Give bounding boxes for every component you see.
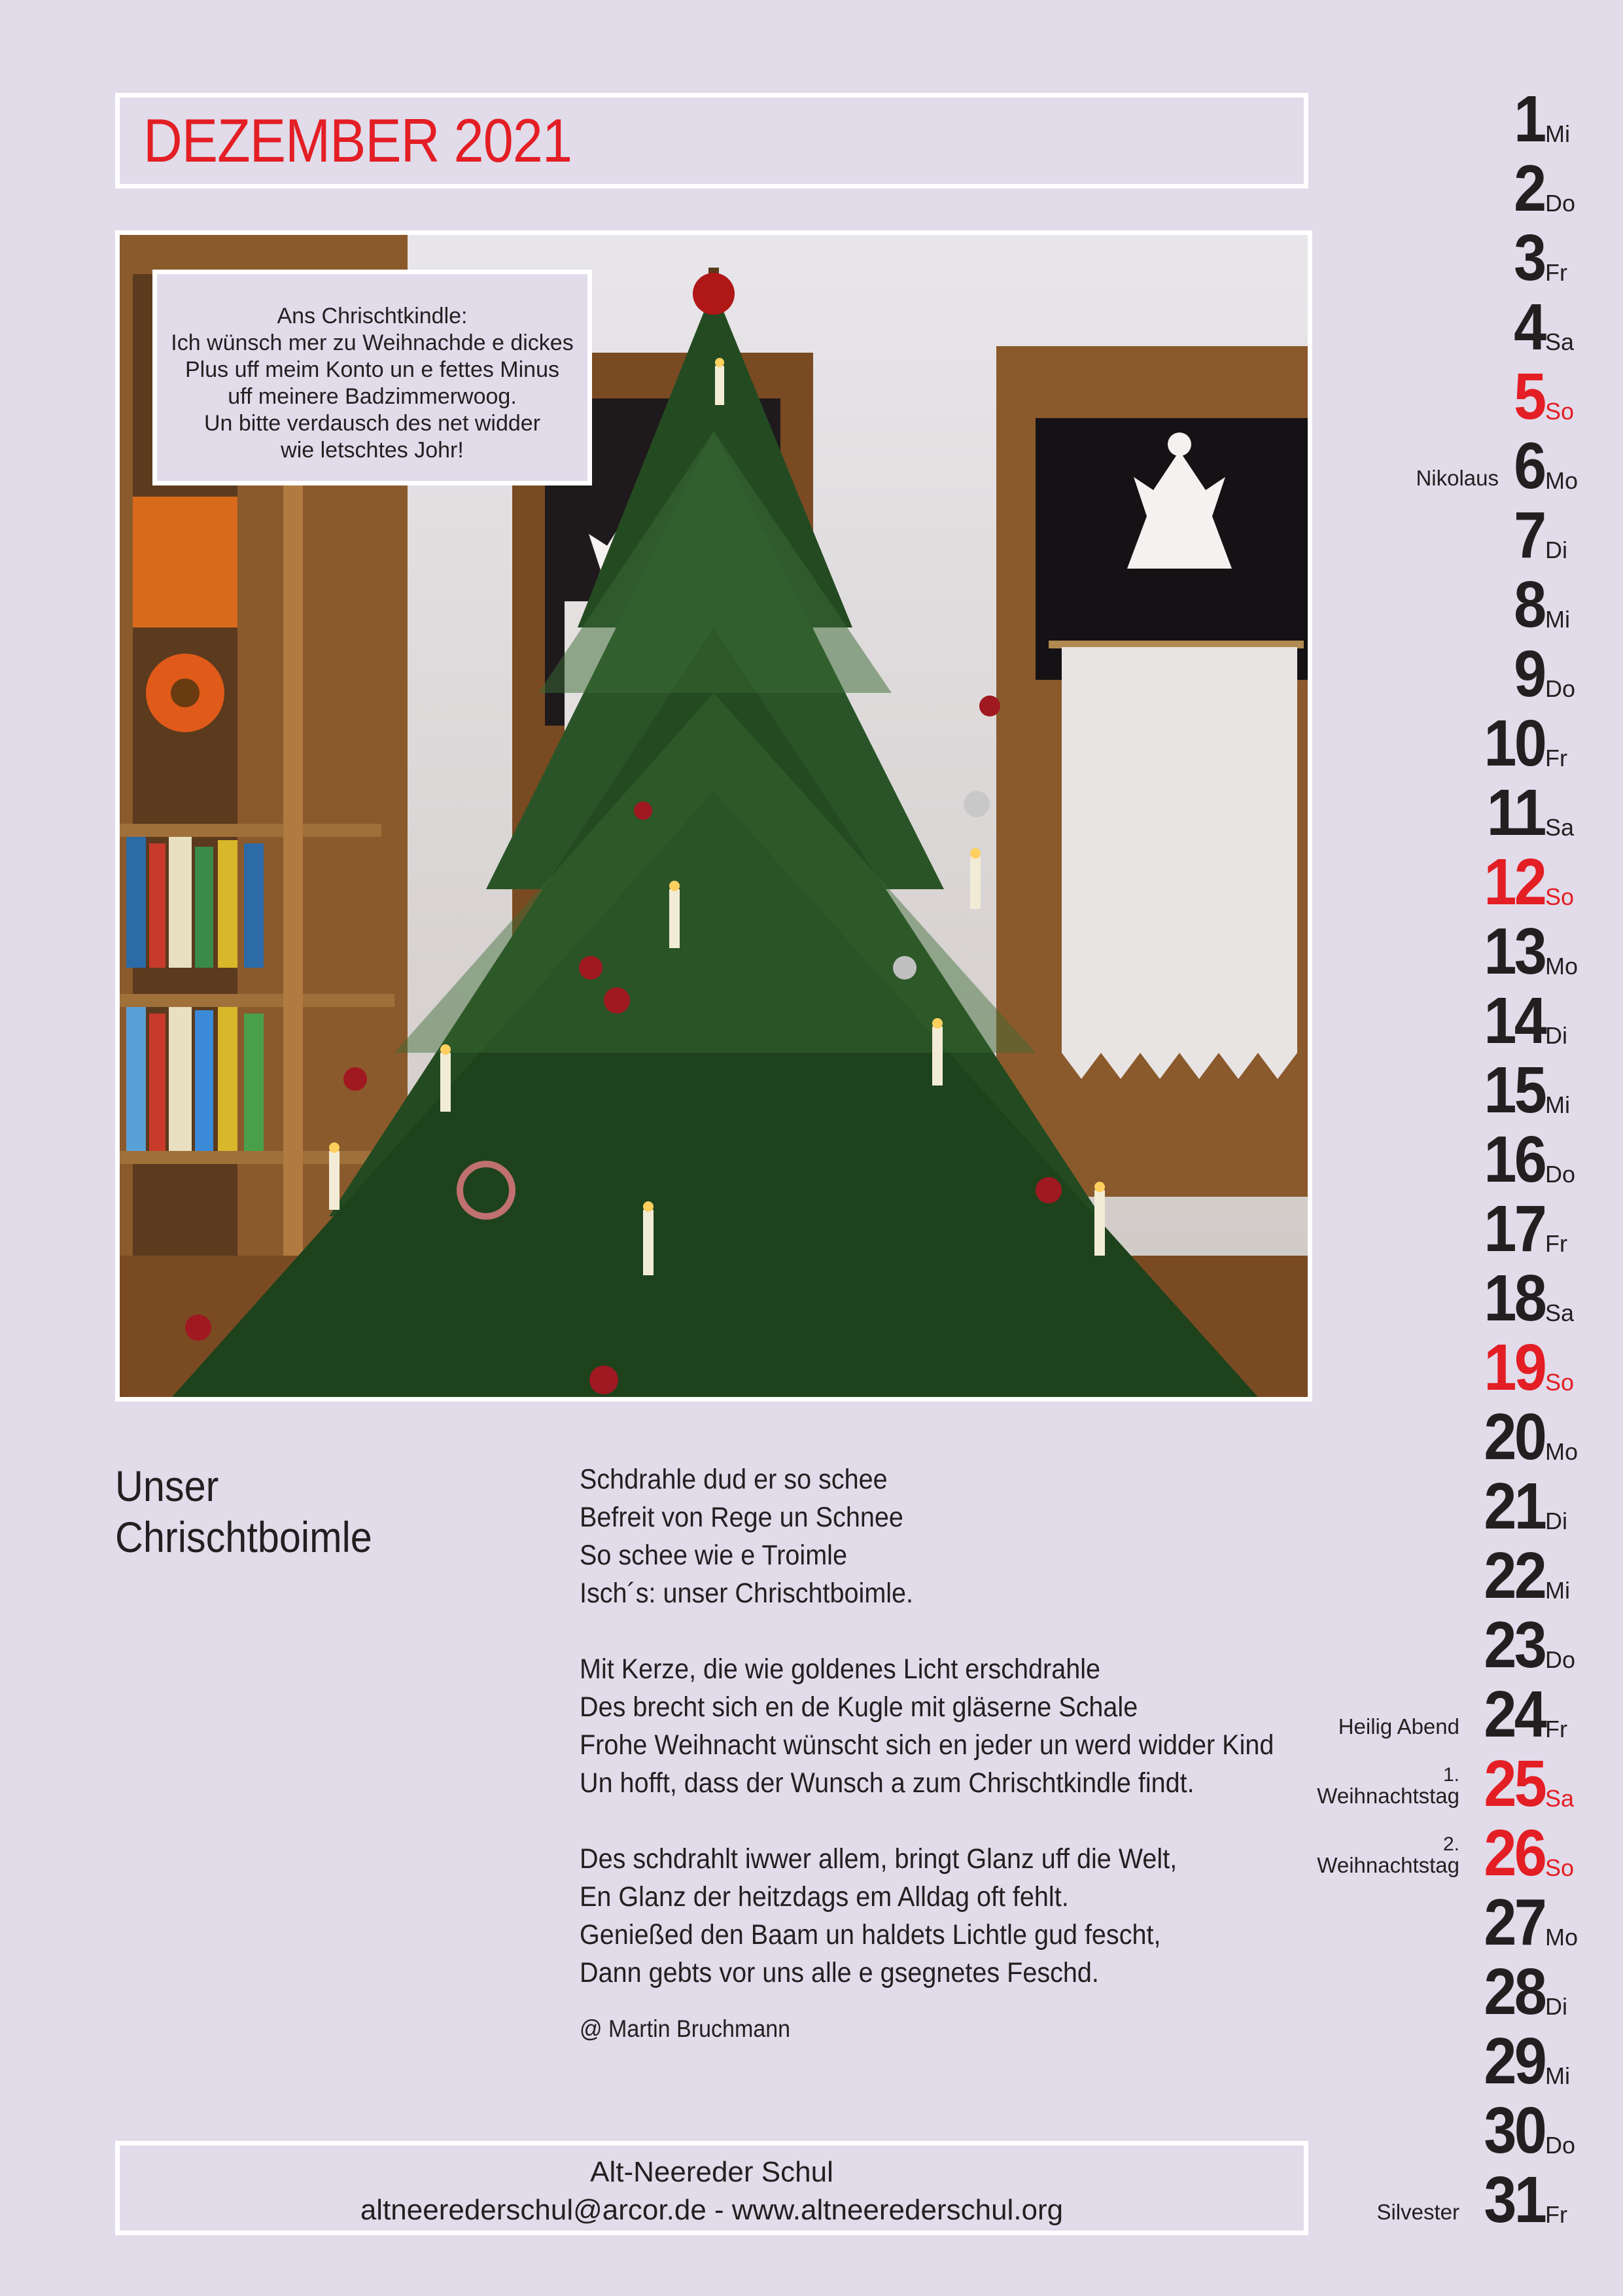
calendar-day [1315, 2163, 1623, 2236]
weekday-label: Fr [1545, 1716, 1567, 1742]
weekday-label: Fr [1545, 259, 1567, 286]
day-number: 4 [1514, 291, 1544, 364]
quote-line: Ans Chrischtkindle: [277, 304, 468, 328]
quote-line: Plus uff meim Konto un e fettes Minus [185, 357, 559, 382]
day-number: 30 [1484, 2094, 1544, 2167]
calendar-day [1315, 1888, 1623, 1958]
weekday-label: Mo [1545, 1924, 1579, 1951]
holiday-ordinal: 2. [1442, 1833, 1459, 1855]
day-number: 26 [1484, 1816, 1544, 1890]
calendar-day [1315, 2024, 1623, 2098]
weekday-label: So [1545, 398, 1575, 425]
day-number: 10 [1484, 707, 1544, 780]
day-number: 12 [1484, 845, 1544, 919]
day-number: 25 [1484, 1747, 1544, 1820]
poem-line: Frohe Weihnacht wünscht sich en jeder un werd widder Kind [580, 1729, 1274, 1761]
calendar-day [1315, 1608, 1623, 1682]
calendar-day [1315, 1539, 1623, 1612]
calendar-day [1315, 1400, 1623, 1474]
calendar-day [1315, 154, 1623, 224]
calendar-day [1315, 917, 1623, 987]
weekday-label: Sa [1545, 328, 1575, 355]
day-number: 15 [1484, 1053, 1544, 1127]
holiday-name: Heilig Abend [1338, 1714, 1459, 1739]
stanza-gap [580, 1612, 1325, 1650]
holiday-label [1317, 1765, 1459, 1807]
calendar-day [1315, 984, 1623, 1057]
holiday-name: Weihnachtstag [1317, 1853, 1459, 1877]
poem-line: Dann gebts vor uns alle e gsegnetes Feschd. [580, 1957, 1099, 1988]
day-number: 2 [1514, 152, 1544, 225]
day-number: 18 [1484, 1262, 1544, 1335]
calendar-day [1315, 1264, 1623, 1333]
weekday-label: So [1545, 1854, 1575, 1881]
day-number: 3 [1514, 221, 1544, 294]
poem-body [580, 1460, 1325, 2048]
weekday-label: Di [1545, 1993, 1567, 2020]
holiday-name: Silvester [1376, 2200, 1459, 2224]
calendar-day [1315, 293, 1623, 362]
weekday-label: Do [1545, 675, 1576, 702]
weekday-label: Mi [1545, 120, 1570, 147]
holiday-label [1416, 467, 1499, 489]
quote-line: wie letschtes Johr! [281, 438, 464, 463]
day-number: 31 [1484, 2163, 1544, 2236]
calendar-day [1315, 2096, 1623, 2166]
poem-line: Un hofft, dass der Wunsch a zum Chrischtkindle findt. [580, 1767, 1195, 1799]
poem-line: Schdrahle dud er so schee [580, 1464, 888, 1495]
holiday-name: Weihnachtstag [1317, 1784, 1459, 1808]
poem-line: So schee wie e Troimle [580, 1540, 847, 1571]
day-number: 21 [1484, 1470, 1544, 1543]
calendar-day [1315, 1472, 1623, 1542]
calendar-day [1315, 1955, 1623, 2028]
weekday-label: Di [1545, 537, 1567, 563]
day-number: 22 [1484, 1539, 1544, 1612]
calendar-day [1315, 1125, 1623, 1195]
stanza-gap [580, 1802, 1325, 1840]
day-number: 8 [1514, 568, 1544, 641]
weekday-label: Sa [1545, 814, 1575, 841]
holiday-label [1317, 1835, 1459, 1877]
weekday-label: Mo [1545, 1438, 1579, 1465]
calendar-day [1315, 82, 1623, 156]
day-number: 27 [1484, 1886, 1544, 1959]
calendar-day [1315, 845, 1623, 919]
poem-title [115, 1460, 468, 1563]
weekday-label: Mi [1545, 606, 1570, 633]
day-number: 9 [1514, 637, 1544, 711]
weekday-label: Mi [1545, 1577, 1570, 1604]
weekday-label: Sa [1545, 1785, 1575, 1812]
holiday-label [1338, 1716, 1459, 1738]
day-number: 28 [1484, 1955, 1544, 2028]
day-number: 24 [1484, 1678, 1544, 1751]
footer-box [115, 2141, 1308, 2235]
weekday-label: Di [1545, 1022, 1567, 1049]
quote-line: Un bitte verdausch des net widder [203, 411, 541, 436]
weekday-label: Fr [1545, 1230, 1567, 1257]
calendar-day [1315, 362, 1623, 432]
day-number: 29 [1484, 2024, 1544, 2098]
day-number: 7 [1514, 499, 1544, 572]
poem-line: Befreit von Rege un Schnee [580, 1502, 903, 1533]
calendar-day [1315, 1333, 1623, 1403]
weekday-label: Mo [1545, 953, 1579, 980]
holiday-label [1376, 2201, 1459, 2223]
day-number: 13 [1484, 915, 1544, 988]
weekday-label: Do [1545, 1646, 1576, 1673]
weekday-label: Fr [1545, 2201, 1567, 2228]
weekday-label: Mi [1545, 1091, 1570, 1118]
weekday-label: Mi [1545, 2062, 1570, 2089]
quote-box [152, 270, 592, 486]
poem-line: Mit Kerze, die wie goldenes Licht erschdrahle [580, 1653, 1101, 1685]
weekday-label: Di [1545, 1508, 1567, 1534]
poem-author: @ Martin Bruchmann [580, 2015, 791, 2042]
day-number: 16 [1484, 1123, 1544, 1196]
day-number: 23 [1484, 1608, 1544, 1682]
day-number: 11 [1487, 776, 1544, 849]
calendar-day [1315, 709, 1623, 779]
footer-contact: altneerederschul@arcor.de - www.altneerederschul.org [360, 2194, 1064, 2226]
footer-name: Alt-Neereder Schul [590, 2156, 833, 2188]
weekday-label: Do [1545, 190, 1576, 217]
poem-line: Isch´s: unser Chrischtboimle. [580, 1578, 914, 1609]
month-title: DEZEMBER 2021 [143, 106, 572, 175]
day-number: 20 [1484, 1400, 1544, 1474]
poem-title-line: Unser [115, 1462, 219, 1510]
calendar-day [1315, 501, 1623, 571]
poem-line: Des brecht sich en de Kugle mit gläserne Schale [580, 1691, 1138, 1723]
holiday-ordinal: 1. [1442, 1764, 1459, 1786]
weekday-label: So [1545, 1369, 1575, 1396]
weekday-label: Do [1545, 2132, 1576, 2159]
day-number: 19 [1484, 1331, 1544, 1404]
calendar-day [1315, 429, 1623, 503]
poem-title-line: Chrischtboimle [115, 1513, 372, 1561]
day-number: 6 [1514, 429, 1544, 503]
weekday-label: Sa [1545, 1299, 1575, 1326]
calendar-day [1315, 221, 1623, 294]
weekday-label: So [1545, 883, 1575, 910]
calendar-day [1315, 637, 1623, 711]
poem-line: Genießed den Baam un haldets Lichtle gud fescht, [580, 1919, 1161, 1951]
calendar-day [1315, 1053, 1623, 1127]
calendar-day [1315, 1192, 1623, 1265]
calendar-day [1315, 1816, 1623, 1890]
month-title-box [115, 93, 1308, 188]
day-number: 1 [1514, 82, 1544, 156]
day-number: 17 [1484, 1192, 1544, 1265]
weekday-label: Do [1545, 1161, 1576, 1188]
quote-line: Ich wünsch mer zu Weihnachde e dickes [171, 330, 574, 355]
weekday-label: Fr [1545, 745, 1567, 771]
poem-line: En Glanz der heitzdags em Alldag oft fehlt. [580, 1881, 1069, 1913]
calendar-day [1315, 1680, 1623, 1750]
holiday-name: Nikolaus [1416, 466, 1499, 490]
quote-line: uff meinere Badzimmerwoog. [228, 384, 517, 409]
poem-line: Des schdrahlt iwwer allem, bringt Glanz uff die Welt, [580, 1843, 1178, 1875]
calendar-day [1315, 1747, 1623, 1820]
day-number: 14 [1484, 984, 1544, 1057]
weekday-label: Mo [1545, 467, 1579, 494]
calendar-day [1315, 776, 1623, 849]
calendar-day [1315, 568, 1623, 641]
day-number: 5 [1514, 360, 1544, 433]
